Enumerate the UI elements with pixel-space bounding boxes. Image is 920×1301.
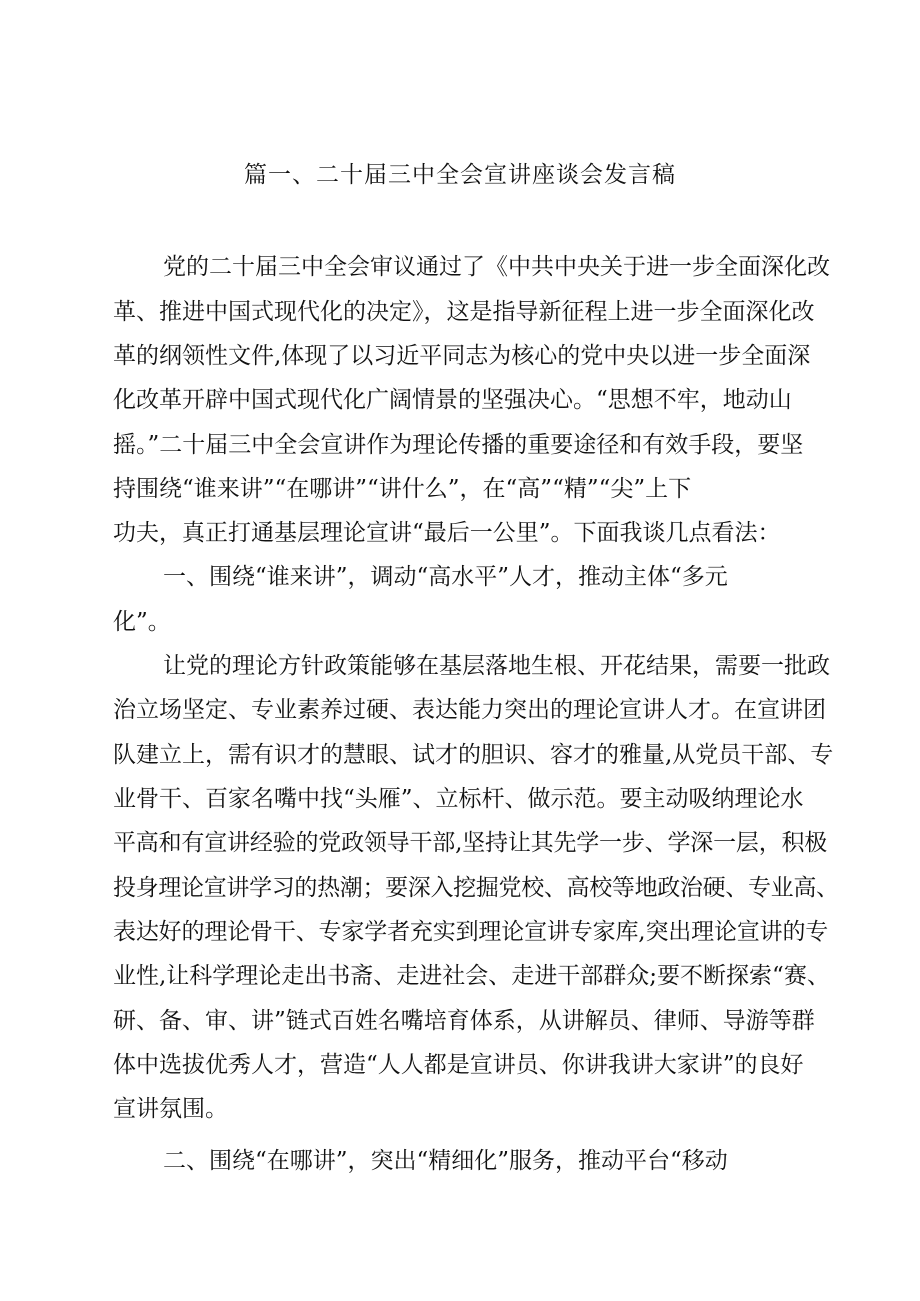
paragraph-line: 业骨干、百家名嘴中找“头雁”、立标杆、做示范。要主动吸纳理论水 [113,786,804,812]
section-heading: 一、围绕“谁来讲”，调动“高水平”人才，推动主体“多元 [163,564,728,590]
paragraph-line: 表达好的理论骨干、专家学者充实到理论宣讲专家库,突出理论宣讲的专 [113,919,829,945]
paragraph-line: 治立场坚定、专业素养过硬、表达能力突出的理论宣讲人才。在宣讲团 [113,697,826,723]
paragraph-line: 摇。”二十届三中全会宣讲作为理论传播的重要途径和有效手段，要坚 [113,432,804,458]
paragraph-line: 党的二十届三中全会审议通过了《中共中央关于进一步全面深化改 [163,254,830,280]
section-heading: 二、围绕“在哪讲”，突出“精细化”服务，推动平台“移动 [163,1148,728,1174]
paragraph-line: 宣讲氛围。 [113,1096,228,1122]
paragraph-line: 功夫，真正打通基层理论宣讲“最后一公里”。下面我谈几点看法： [113,520,781,546]
document-title: 篇一、二十届三中全会宣讲座谈会发言稿 [244,162,676,188]
paragraph-line: 革、推进中国式现代化的决定》，这是指导新征程上进一步全面深化改 [113,299,815,325]
paragraph-line: 化改革开辟中国式现代化广阔情景的坚强决心。“思想不牢，地动山 [113,387,792,413]
paragraph-line: 研、备、审、讲”链式百姓名嘴培育体系，从讲解员、律师、导游等群 [113,1008,815,1034]
paragraph-line: 队建立上，需有识才的慧眼、试才的胆识、容才的雅量,从党员干部、专 [113,742,834,768]
paragraph-line: 持围绕“谁来讲”“在哪讲”“讲什么”，在“高”“精”“尖”上下 [113,476,692,502]
paragraph-line: 体中选拔优秀人才，营造“人人都是宣讲员、你讲我讲大家讲”的良好 [113,1052,804,1078]
section-heading: 化”。 [113,609,171,635]
paragraph-line: 业性,让科学理论走出书斋、走进社会、走进干部群众;要不断探索“赛、 [113,963,830,989]
paragraph-line: 平高和有宣讲经验的党政领导干部,坚持让其先学一步、学深一层，积极 [113,830,828,856]
paragraph-line: 投身理论宣讲学习的热潮；要深入挖掘党校、高校等地政治硬、专业高、 [113,875,839,901]
paragraph-line: 让党的理论方针政策能够在基层落地生根、开花结果，需要一批政 [163,653,830,679]
paragraph-line: 革的纲领性文件,体现了以习近平同志为核心的党中央以进一步全面深 [113,343,811,369]
